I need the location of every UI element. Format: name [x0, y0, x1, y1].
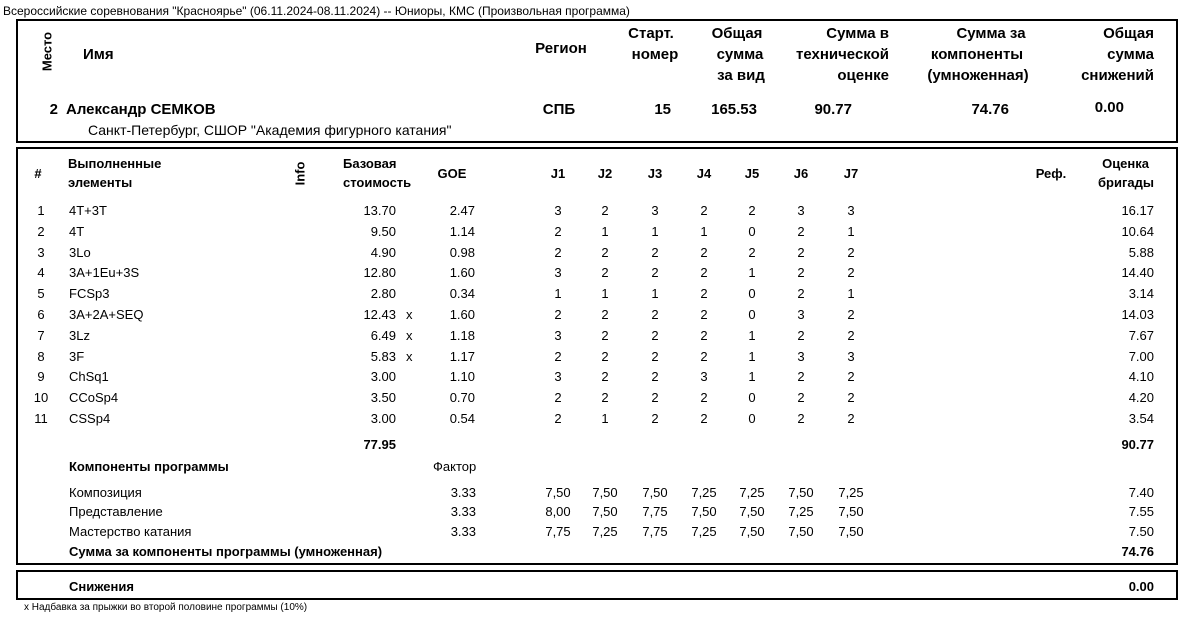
component-2-judge-2: 7,50 — [592, 504, 618, 519]
deductions-total: 0.00 — [1128, 579, 1154, 594]
element-2-judge-1: 2 — [554, 224, 562, 239]
element-1-judge-5: 2 — [748, 203, 756, 218]
col-score-label-2: бригады — [1098, 175, 1154, 190]
element-2-judge-4: 1 — [700, 224, 708, 239]
element-3-judge-5: 2 — [748, 245, 756, 260]
element-11-score: 3.54 — [1128, 411, 1154, 426]
element-6-num: 6 — [37, 307, 45, 322]
component-1-judge-2: 7,50 — [592, 485, 618, 500]
element-6-judge-2: 2 — [601, 307, 609, 322]
element-1-score: 16.17 — [1121, 203, 1154, 218]
element-7-judge-4: 2 — [700, 328, 708, 343]
col-judge-3-label: J3 — [647, 166, 663, 181]
element-2-judge-5: 0 — [748, 224, 756, 239]
element-9-judge-4: 3 — [700, 369, 708, 384]
element-5-judge-5: 0 — [748, 286, 756, 301]
element-1-num: 1 — [37, 203, 45, 218]
comp-label-3: (умноженная) — [927, 67, 1029, 84]
element-10-judge-4: 2 — [700, 390, 708, 405]
element-11-judge-2: 1 — [601, 411, 609, 426]
component-3-judge-5: 7,50 — [739, 524, 765, 539]
element-8-judge-5: 1 — [748, 349, 756, 364]
element-8-base-value: 5.83 — [370, 349, 396, 364]
element-7-judge-6: 2 — [797, 328, 805, 343]
component-2-name: Представление — [69, 504, 163, 519]
element-8-score: 7.00 — [1128, 349, 1154, 364]
element-2-code: 4T — [69, 224, 85, 239]
element-9-num: 9 — [37, 369, 45, 384]
col-ref-label: Реф. — [1035, 166, 1067, 181]
element-5-judge-4: 2 — [700, 286, 708, 301]
component-1-factor: 3.33 — [450, 485, 476, 500]
element-10-judge-1: 2 — [554, 390, 562, 405]
element-2-score: 10.64 — [1121, 224, 1154, 239]
col-judge-5-label: J5 — [744, 166, 760, 181]
col-judge-2-label: J2 — [597, 166, 613, 181]
skater-tes: 90.77 — [814, 101, 852, 118]
component-1-judge-1: 7,50 — [545, 485, 571, 500]
element-1-judge-2: 2 — [601, 203, 609, 218]
element-6-code: 3A+2A+SEQ — [69, 307, 144, 322]
element-2-judge-6: 2 — [797, 224, 805, 239]
element-1-judge-1: 3 — [554, 203, 562, 218]
element-3-judge-2: 2 — [601, 245, 609, 260]
element-7-base-value: 6.49 — [370, 328, 396, 343]
element-4-judge-4: 2 — [700, 265, 708, 280]
element-7-judge-5: 1 — [748, 328, 756, 343]
components-label: Компоненты программы — [69, 459, 229, 474]
element-3-num: 3 — [37, 245, 45, 260]
element-11-judge-3: 2 — [651, 411, 659, 426]
element-9-score: 4.10 — [1128, 369, 1154, 384]
element-9-judge-6: 2 — [797, 369, 805, 384]
element-7-judge-2: 2 — [601, 328, 609, 343]
element-3-judge-4: 2 — [700, 245, 708, 260]
element-8-goe: 1.17 — [449, 349, 475, 364]
element-2-num: 2 — [37, 224, 45, 239]
component-2-factor: 3.33 — [450, 504, 476, 519]
element-5-num: 5 — [37, 286, 45, 301]
element-4-judge-3: 2 — [651, 265, 659, 280]
element-10-base-value: 3.50 — [370, 390, 396, 405]
element-1-goe: 2.47 — [449, 203, 475, 218]
element-3-base-value: 4.90 — [370, 245, 396, 260]
skater-start-no: 15 — [654, 101, 671, 118]
total-label-3: за вид — [717, 67, 765, 84]
element-5-judge-7: 1 — [847, 286, 855, 301]
element-7-judge-1: 3 — [554, 328, 562, 343]
tech-label-3: оценке — [837, 67, 889, 84]
deductions-label: Снижения — [69, 579, 134, 594]
col-base-label-2: стоимость — [343, 175, 412, 190]
skater-total: 165.53 — [711, 101, 757, 118]
element-4-judge-6: 2 — [797, 265, 805, 280]
element-9-code: ChSq1 — [69, 369, 109, 384]
skater-name: Александр СЕМКОВ — [66, 101, 216, 118]
element-9-judge-3: 2 — [651, 369, 659, 384]
element-8-code: 3F — [69, 349, 85, 364]
element-5-score: 3.14 — [1128, 286, 1154, 301]
element-3-judge-6: 2 — [797, 245, 805, 260]
element-2-goe: 1.14 — [449, 224, 475, 239]
component-1-name: Композиция — [69, 485, 142, 500]
element-11-num: 11 — [34, 411, 48, 426]
name-label: Имя — [83, 46, 114, 63]
element-1-judge-4: 2 — [700, 203, 708, 218]
element-10-judge-5: 0 — [748, 390, 756, 405]
element-9-judge-7: 2 — [847, 369, 855, 384]
component-2-judge-5: 7,50 — [739, 504, 765, 519]
component-1-judge-5: 7,25 — [739, 485, 765, 500]
element-4-goe: 1.60 — [449, 265, 475, 280]
element-10-goe: 0.70 — [449, 390, 475, 405]
component-2-judge-7: 7,50 — [838, 504, 864, 519]
elements-total-score: 90.77 — [1121, 437, 1154, 452]
element-7-code: 3Lz — [69, 328, 90, 343]
component-3-score: 7.50 — [1128, 524, 1154, 539]
element-11-judge-4: 2 — [700, 411, 708, 426]
component-3-judge-3: 7,75 — [642, 524, 668, 539]
element-5-judge-2: 1 — [601, 286, 609, 301]
element-10-score: 4.20 — [1128, 390, 1154, 405]
element-11-judge-6: 2 — [797, 411, 805, 426]
element-7-goe: 1.18 — [449, 328, 475, 343]
element-10-num: 10 — [33, 390, 49, 405]
place-label: Место — [39, 31, 55, 72]
element-1-code: 4T+3T — [69, 203, 107, 218]
element-5-judge-1: 1 — [554, 286, 562, 301]
elements-total-base-value: 77.95 — [363, 437, 396, 452]
element-11-judge-7: 2 — [847, 411, 855, 426]
component-2-judge-6: 7,25 — [788, 504, 814, 519]
component-1-judge-6: 7,50 — [788, 485, 814, 500]
col-goe-label: GOE — [437, 166, 467, 181]
element-2-judge-2: 1 — [601, 224, 609, 239]
col-score-label-1: Оценка — [1102, 156, 1149, 171]
component-1-judge-3: 7,50 — [642, 485, 668, 500]
tech-label-1: Сумма в — [826, 25, 889, 42]
element-4-score: 14.40 — [1121, 265, 1154, 280]
component-3-judge-2: 7,25 — [592, 524, 618, 539]
element-4-base-value: 12.80 — [363, 265, 396, 280]
element-9-goe: 1.10 — [449, 369, 475, 384]
element-6-judge-4: 2 — [700, 307, 708, 322]
element-11-base-value: 3.00 — [370, 411, 396, 426]
element-6-judge-6: 3 — [797, 307, 805, 322]
ded-label-1: Общая — [1103, 25, 1154, 42]
element-9-judge-2: 2 — [601, 369, 609, 384]
skater-region: СПБ — [542, 101, 576, 118]
element-8-judge-4: 2 — [700, 349, 708, 364]
footnote: x Надбавка за прыжки во второй половине программы (10%) — [24, 602, 308, 613]
col-judge-4-label: J4 — [696, 166, 712, 181]
element-6-judge-1: 2 — [554, 307, 562, 322]
element-5-base-value: 2.80 — [370, 286, 396, 301]
element-1-judge-6: 3 — [797, 203, 805, 218]
skater-club: Санкт-Петербург, СШОР "Академия фигурного катания" — [88, 122, 452, 138]
element-10-judge-7: 2 — [847, 390, 855, 405]
skater-deductions: 0.00 — [1094, 99, 1124, 116]
total-label-2: сумма — [716, 46, 764, 63]
comp-label-2: компоненты — [930, 46, 1024, 63]
ded-label-2: сумма — [1107, 46, 1154, 63]
col-num-label: # — [34, 166, 42, 181]
start-label-2: номер — [631, 46, 679, 63]
component-3-judge-7: 7,50 — [838, 524, 864, 539]
element-8-num: 8 — [37, 349, 45, 364]
element-3-judge-3: 2 — [651, 245, 659, 260]
element-11-code: CSSp4 — [69, 411, 111, 426]
element-1-base-value: 13.70 — [363, 203, 396, 218]
col-elements-label-1: Выполненные — [68, 156, 162, 171]
ded-label-3: снижений — [1081, 67, 1154, 84]
component-3-judge-1: 7,75 — [545, 524, 571, 539]
element-10-judge-3: 2 — [651, 390, 659, 405]
element-4-judge-7: 2 — [847, 265, 855, 280]
element-8-judge-3: 2 — [651, 349, 659, 364]
element-8-judge-7: 3 — [847, 349, 855, 364]
element-1-judge-3: 3 — [651, 203, 659, 218]
component-1-score: 7.40 — [1128, 485, 1154, 500]
element-7-judge-7: 2 — [847, 328, 855, 343]
start-label-1: Старт. — [628, 25, 674, 42]
element-4-judge-1: 3 — [554, 265, 562, 280]
components-total-label: Сумма за компоненты программы (умноженная) — [69, 544, 383, 559]
element-8-bonus-mark: x — [406, 349, 413, 364]
element-2-base-value: 9.50 — [370, 224, 396, 239]
col-judge-6-label: J6 — [793, 166, 809, 181]
component-3-judge-6: 7,50 — [788, 524, 814, 539]
element-8-judge-6: 3 — [797, 349, 805, 364]
component-2-judge-4: 7,50 — [691, 504, 717, 519]
skater-pcs: 74.76 — [971, 101, 1009, 118]
col-elements-label-2: элементы — [68, 175, 133, 190]
element-7-score: 7.67 — [1128, 328, 1154, 343]
element-4-judge-2: 2 — [601, 265, 609, 280]
component-2-judge-1: 8,00 — [545, 504, 571, 519]
element-11-judge-5: 0 — [748, 411, 756, 426]
element-3-judge-1: 2 — [554, 245, 562, 260]
col-info-label: Info — [292, 161, 308, 186]
element-11-judge-1: 2 — [554, 411, 562, 426]
element-7-bonus-mark: x — [406, 328, 413, 343]
element-3-score: 5.88 — [1128, 245, 1154, 260]
element-2-judge-3: 1 — [651, 224, 659, 239]
element-8-judge-1: 2 — [554, 349, 562, 364]
col-base-label-1: Базовая — [343, 156, 397, 171]
element-9-judge-5: 1 — [748, 369, 756, 384]
element-6-judge-7: 2 — [847, 307, 855, 322]
element-10-code: CCoSp4 — [69, 390, 119, 405]
component-2-judge-3: 7,75 — [642, 504, 668, 519]
element-3-judge-7: 2 — [847, 245, 855, 260]
element-8-judge-2: 2 — [601, 349, 609, 364]
element-7-num: 7 — [37, 328, 45, 343]
element-7-judge-3: 2 — [651, 328, 659, 343]
comp-label-1: Сумма за — [956, 25, 1026, 42]
element-6-score: 14.03 — [1121, 307, 1154, 322]
event-title: Всероссийские соревнования "Красноярье" (06.11.2024-08.11.2024) -- Юниоры, КМС (Произвольная программа) — [3, 4, 630, 18]
component-3-name: Мастерство катания — [69, 524, 192, 539]
element-9-base-value: 3.00 — [370, 369, 396, 384]
element-10-judge-2: 2 — [601, 390, 609, 405]
element-6-goe: 1.60 — [449, 307, 475, 322]
element-4-judge-5: 1 — [748, 265, 756, 280]
component-3-judge-4: 7,25 — [691, 524, 717, 539]
element-6-bonus-mark: x — [406, 307, 413, 322]
component-2-score: 7.55 — [1128, 504, 1154, 519]
element-6-base-value: 12.43 — [363, 307, 396, 322]
element-2-judge-7: 1 — [847, 224, 855, 239]
deductions-box — [16, 570, 1178, 600]
element-5-code: FCSp3 — [69, 286, 110, 301]
factor-label: Фактор — [433, 459, 477, 474]
component-1-judge-4: 7,25 — [691, 485, 717, 500]
total-label-1: Общая — [711, 25, 763, 42]
component-3-factor: 3.33 — [450, 524, 476, 539]
element-11-goe: 0.54 — [449, 411, 475, 426]
skater-place: 2 — [49, 101, 58, 118]
components-total: 74.76 — [1121, 544, 1154, 559]
tech-label-2: технической — [795, 46, 889, 63]
component-1-judge-7: 7,25 — [838, 485, 864, 500]
element-6-judge-5: 0 — [748, 307, 756, 322]
region-label: Регион — [535, 40, 587, 57]
element-3-code: 3Lo — [69, 245, 91, 260]
element-9-judge-1: 3 — [554, 369, 562, 384]
element-1-judge-7: 3 — [847, 203, 855, 218]
element-10-judge-6: 2 — [797, 390, 805, 405]
element-5-judge-6: 2 — [797, 286, 805, 301]
element-3-goe: 0.98 — [449, 245, 475, 260]
col-judge-7-label: J7 — [843, 166, 859, 181]
element-4-num: 4 — [37, 265, 45, 280]
element-5-goe: 0.34 — [449, 286, 475, 301]
element-5-judge-3: 1 — [651, 286, 659, 301]
element-6-judge-3: 2 — [651, 307, 659, 322]
element-4-code: 3A+1Eu+3S — [69, 265, 140, 280]
col-judge-1-label: J1 — [550, 166, 566, 181]
